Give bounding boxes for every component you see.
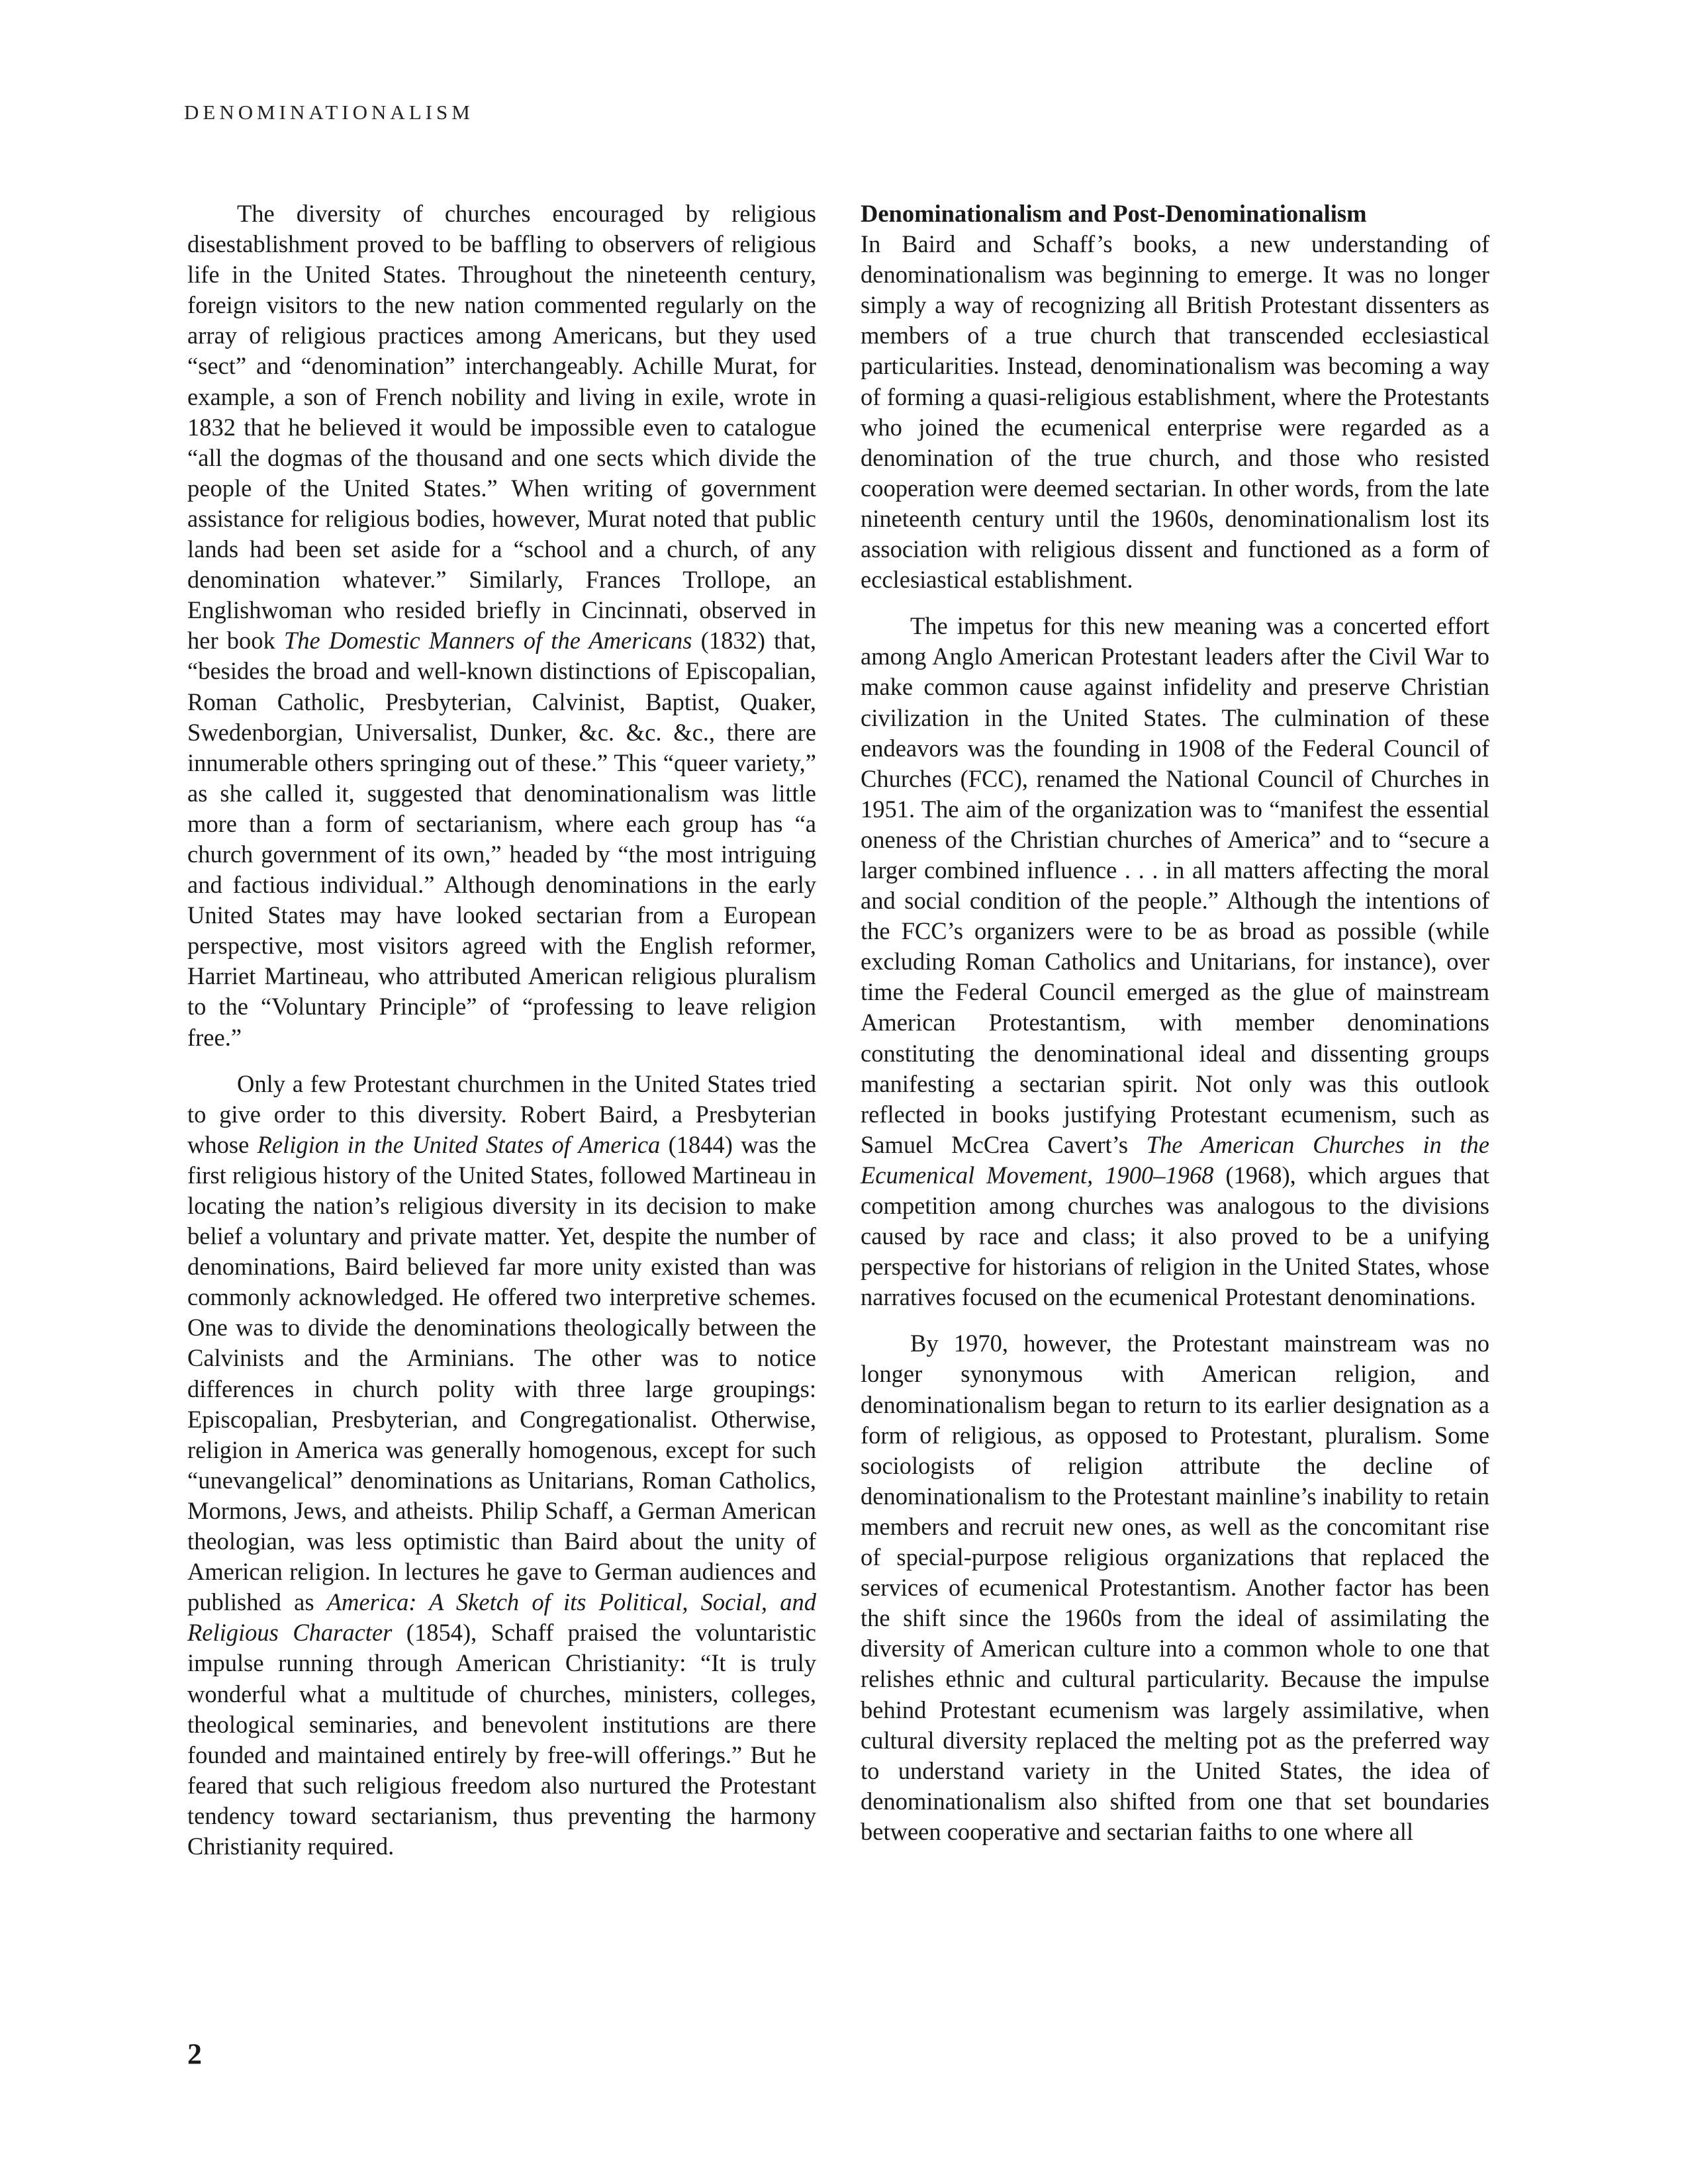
italic-title: The American Churches in the Ecumenical Movement, 1900–1968 — [861, 1130, 1489, 1189]
page-number: 2 — [187, 2038, 202, 2070]
italic-title: The Domestic Manners of the Americans — [283, 627, 692, 655]
paragraph: Only a few Protestant churchmen in the United States tried to give order to this diversity. Robert Baird, a Presbyterian whose Religion in the United States of America (1844) was the first religious history of the United States, followed Martineau in locating the nation’s religious diversity in its decision to make belief a voluntary and private matter. Yet, despite the number of denominations, Baird believed far more unity existed than was commonly acknowledged. He offered two interpretive schemes. One was to divide the denominations theologically between the Calvinists and the Arminians. The other was to notice differences in church polity with three large groupings: Episcopalian, Presbyterian, and Congregationalist. Otherwise, religion in America was generally homogenous, except for such “unevangelical” denominations as Unitarians, Roman Catholics, Mormons, Jews, and atheists. Philip Schaff, a German American theologian, was less optimistic than Baird about the unity of American religion. In lectures he gave to German audiences and published as America: A Sketch of its Political, Social, and Religious Character (1854), Schaff praised the voluntaristic impulse running through American Christianity: “It is truly wonderful what a multitude of churches, ministers, colleges, theological seminaries, and benevolent institutions are there founded and maintained entirely by free-will offerings.” But he feared that such religious freedom also nurtured the Protestant tendency toward sectarianism, thus preventing the harmony Christianity required. — [187, 1069, 817, 1860]
paragraph: The impetus for this new meaning was a concerted effort among Anglo American Protestant leaders after the Civil War to make common cause against infidelity and preserve Christian civilization in the United States. The culmination of these endeavors was the founding in 1908 of the Federal Council of Churches (FCC), renamed the National Council of Churches in 1951. The aim of the organization was to “manifest the essential oneness of the Christian churches of America” and to “secure a larger combined influence . . . in all matters affecting the moral and social condition of the people.” Although the intentions of the FCC’s organizers were to be as broad as possible (while excluding Roman Catholics and Unitarians, for instance), over time the Federal Council emerged as the glue of mainstream American Protestantism, with member denominations constituting the denominational ideal and dissenting groups manifesting a sectarian spirit. Not only was this outlook reflected in books justifying Protestant ecumenism, such as Samuel McCrea Cavert’s The American Churches in the Ecumenical Movement, 1900–1968 (1968), which argues that competition among churches was analogous to the divisions caused by race and class; it also proved to be a unifying perspective for historians of religion in the United States, whose narratives focused on the ecumenical Protestant denominations. — [861, 612, 1490, 1311]
running-head: DENOMINATIONALISM — [184, 101, 474, 124]
section-heading: Denominationalism and Post-Denominationalism — [861, 200, 1367, 227]
left-column — [187, 199, 816, 1878]
paragraph: In Baird and Schaff’s books, a new understanding of denominationalism was beginning to emerge. It was no longer simply a way of recognizing all British Protestant dissenters as members of a true church that transcended ecclesiastical particularities. Instead, denominationalism was becoming a way of forming a quasi-religious establishment, where the Protestants who joined the ecumenical enterprise were regarded as a denomination of the true church, and those who resisted cooperation were deemed sectarian. In other words, from the late nineteenth century until the 1960s, denominationalism lost its association with religious dissent and functioned as a form of ecclesiastical establishment. — [861, 230, 1489, 594]
paragraph: By 1970, however, the Protestant mainstream was no longer synonymous with American religion, and denominationalism began to return to its earlier designation as a form of religious, as opposed to Protestant, pluralism. Some sociologists of religion attribute the decline of denominationalism to the Protestant mainline’s inability to retain members and recruit new ones, as well as the concomitant rise of special-purpose religious organizations that replaced the services of ecumenical Protestantism. Another factor has been the shift since the 1960s from the ideal of assimilating the diversity of American culture into a common whole to one that relishes ethnic and cultural particularity. Because the impulse behind Protestant ecumenism was largely assimilative, when cultural diversity replaced the melting pot as the preferred way to understand variety in the United States, the idea of denominationalism also shifted from one that set boundaries between cooperative and sectarian faiths to one where all — [861, 1330, 1489, 1845]
italic-title: Religion in the United States of America — [257, 1130, 661, 1158]
paragraph: The diversity of churches encouraged by religious disestablishment proved to be baffling to observers of religious life in the United States. Throughout the nineteenth century, foreign visitors to the new nation commented regularly on the array of religious practices among Americans, but they used “sect” and “denomination” interchangeably. Achille Murat, for example, a son of French nobility and living in exile, wrote in 1832 that he believed it would be impossible even to catalogue “all the dogmas of the thousand and one sects which divide the people of the United States.” When writing of government assistance for religious bodies, however, Murat noted that public lands had been set aside for a “school and a church, of any denomination whatever.” Similarly, Frances Trollope, an Englishwoman who resided briefly in Cincinnati, observed in her book The Domestic Manners of the Americans (1832) that, “besides the broad and well-known distinctions of Episcopalian, Roman Catholic, Presbyterian, Calvinist, Baptist, Quaker, Swedenborgian, Universalist, Dunker, &c. &c. &c., there are innumerable others springing out of these.” This “queer variety,” as she called it, suggested that denominationalism was little more than a form of sectarianism, where each group has “a church government of its own,” headed by “the most intriguing and factious individual.” Although denominations in the early United States may have looked sectarian from a European perspective, most visitors agreed with the English reformer, Harriet Martineau, who attributed American religious pluralism to the “Voluntary Principle” of “professing to leave religion free.” — [187, 200, 816, 1051]
italic-title: America: A Sketch of its Political, Social, and Religious Character — [187, 1588, 816, 1647]
right-column — [861, 199, 1489, 1863]
